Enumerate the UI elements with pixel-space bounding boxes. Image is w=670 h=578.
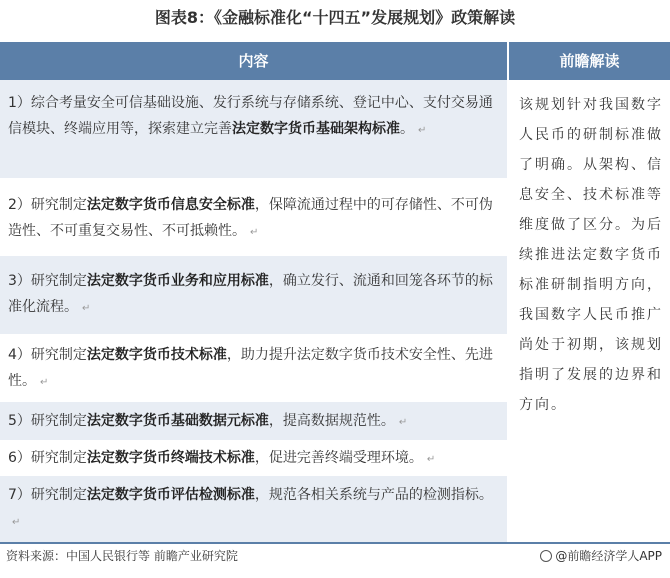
row-text: 3）研究制定: [8, 273, 87, 289]
row-text-end: ，规范各相关系统与产品的检测指标。: [254, 487, 493, 503]
row-text-end: ，保障流通过程中的可存储性、不可伪造性、不可重复交易性、不可抵赖性。: [8, 197, 493, 239]
header-content: 内容: [0, 42, 507, 80]
row-bold-text: 法定数字货币基础数据元标准: [86, 413, 269, 429]
row-bold-text: 法定数字货币评估检测标准: [86, 487, 255, 503]
paragraph-mark-icon: ↵: [418, 125, 427, 136]
row-text: 1）综合考量安全可信基础设施、发行系统与存储系统、登记中心、支付交易通信模块、终端应用等，探索建立完善: [8, 95, 493, 137]
brand-logo-icon: [540, 550, 552, 562]
policy-table: [0, 42, 670, 542]
header-interpretation: 前瞻解读: [509, 42, 670, 80]
row-text: 5）研究制定: [8, 413, 87, 429]
row-text-end: ，助力提升法定数字货币技术安全性、先进性。: [8, 347, 493, 389]
row-text-end: ，提高数据规范性。: [268, 413, 395, 429]
row-bold-text: 法定数字货币终端技术标准: [86, 450, 255, 466]
row-text-end: ，确立发行、流通和回笼各环节的标准化流程。: [8, 273, 493, 315]
paragraph-mark-icon: ↵: [398, 417, 408, 428]
table-row: [0, 476, 507, 542]
row-text: 2）研究制定: [8, 197, 87, 213]
row-text: 6）研究制定: [8, 450, 87, 466]
row-text: 7）研究制定: [8, 487, 87, 503]
interpretation-text: 该规划针对我国数字人民币的研制标准做了明确。从架构、信息安全、技术标准等维度做了区分。为后续推进法定数字货币标准研制指明方向，我国数字人民币推广尚处于初期，该规划指明了发展的边界和方向。: [519, 97, 663, 413]
paragraph-mark-icon: ↵: [12, 517, 21, 528]
paragraph-mark-icon: ↵: [426, 454, 436, 465]
row-text: 4）研究制定: [8, 347, 87, 363]
table-bottom-border: [0, 542, 670, 544]
paragraph-mark-icon: ↵: [82, 303, 91, 314]
table-row: [0, 334, 507, 402]
table-row: [0, 402, 507, 440]
brand-credit: [540, 547, 662, 565]
table-row: [0, 80, 507, 178]
row-text-end: 。: [400, 121, 414, 137]
table-row: [0, 440, 507, 476]
row-text-end: ，促进完善终端受理环境。: [254, 450, 423, 466]
source-note: 资料来源：中国人民银行等 前瞻产业研究院: [6, 549, 238, 563]
interpretation-cell: [509, 80, 670, 542]
table-title: 图表8：《金融标准化“十四五”发展规划》政策解读: [154, 8, 516, 27]
row-bold-text: 法定数字货币业务和应用标准: [86, 273, 269, 289]
paragraph-mark-icon: ↵: [250, 227, 259, 238]
paragraph-mark-icon: ↵: [40, 377, 49, 388]
row-bold-text: 法定数字货币信息安全标准: [86, 197, 255, 213]
table-row: [0, 256, 507, 334]
row-bold-text: 法定数字货币技术标准: [86, 347, 227, 363]
table-row: [0, 178, 507, 256]
row-bold-text: 法定数字货币基础架构标准: [232, 121, 400, 137]
brand-credit-text: @前瞻经济学人APP: [555, 549, 662, 563]
